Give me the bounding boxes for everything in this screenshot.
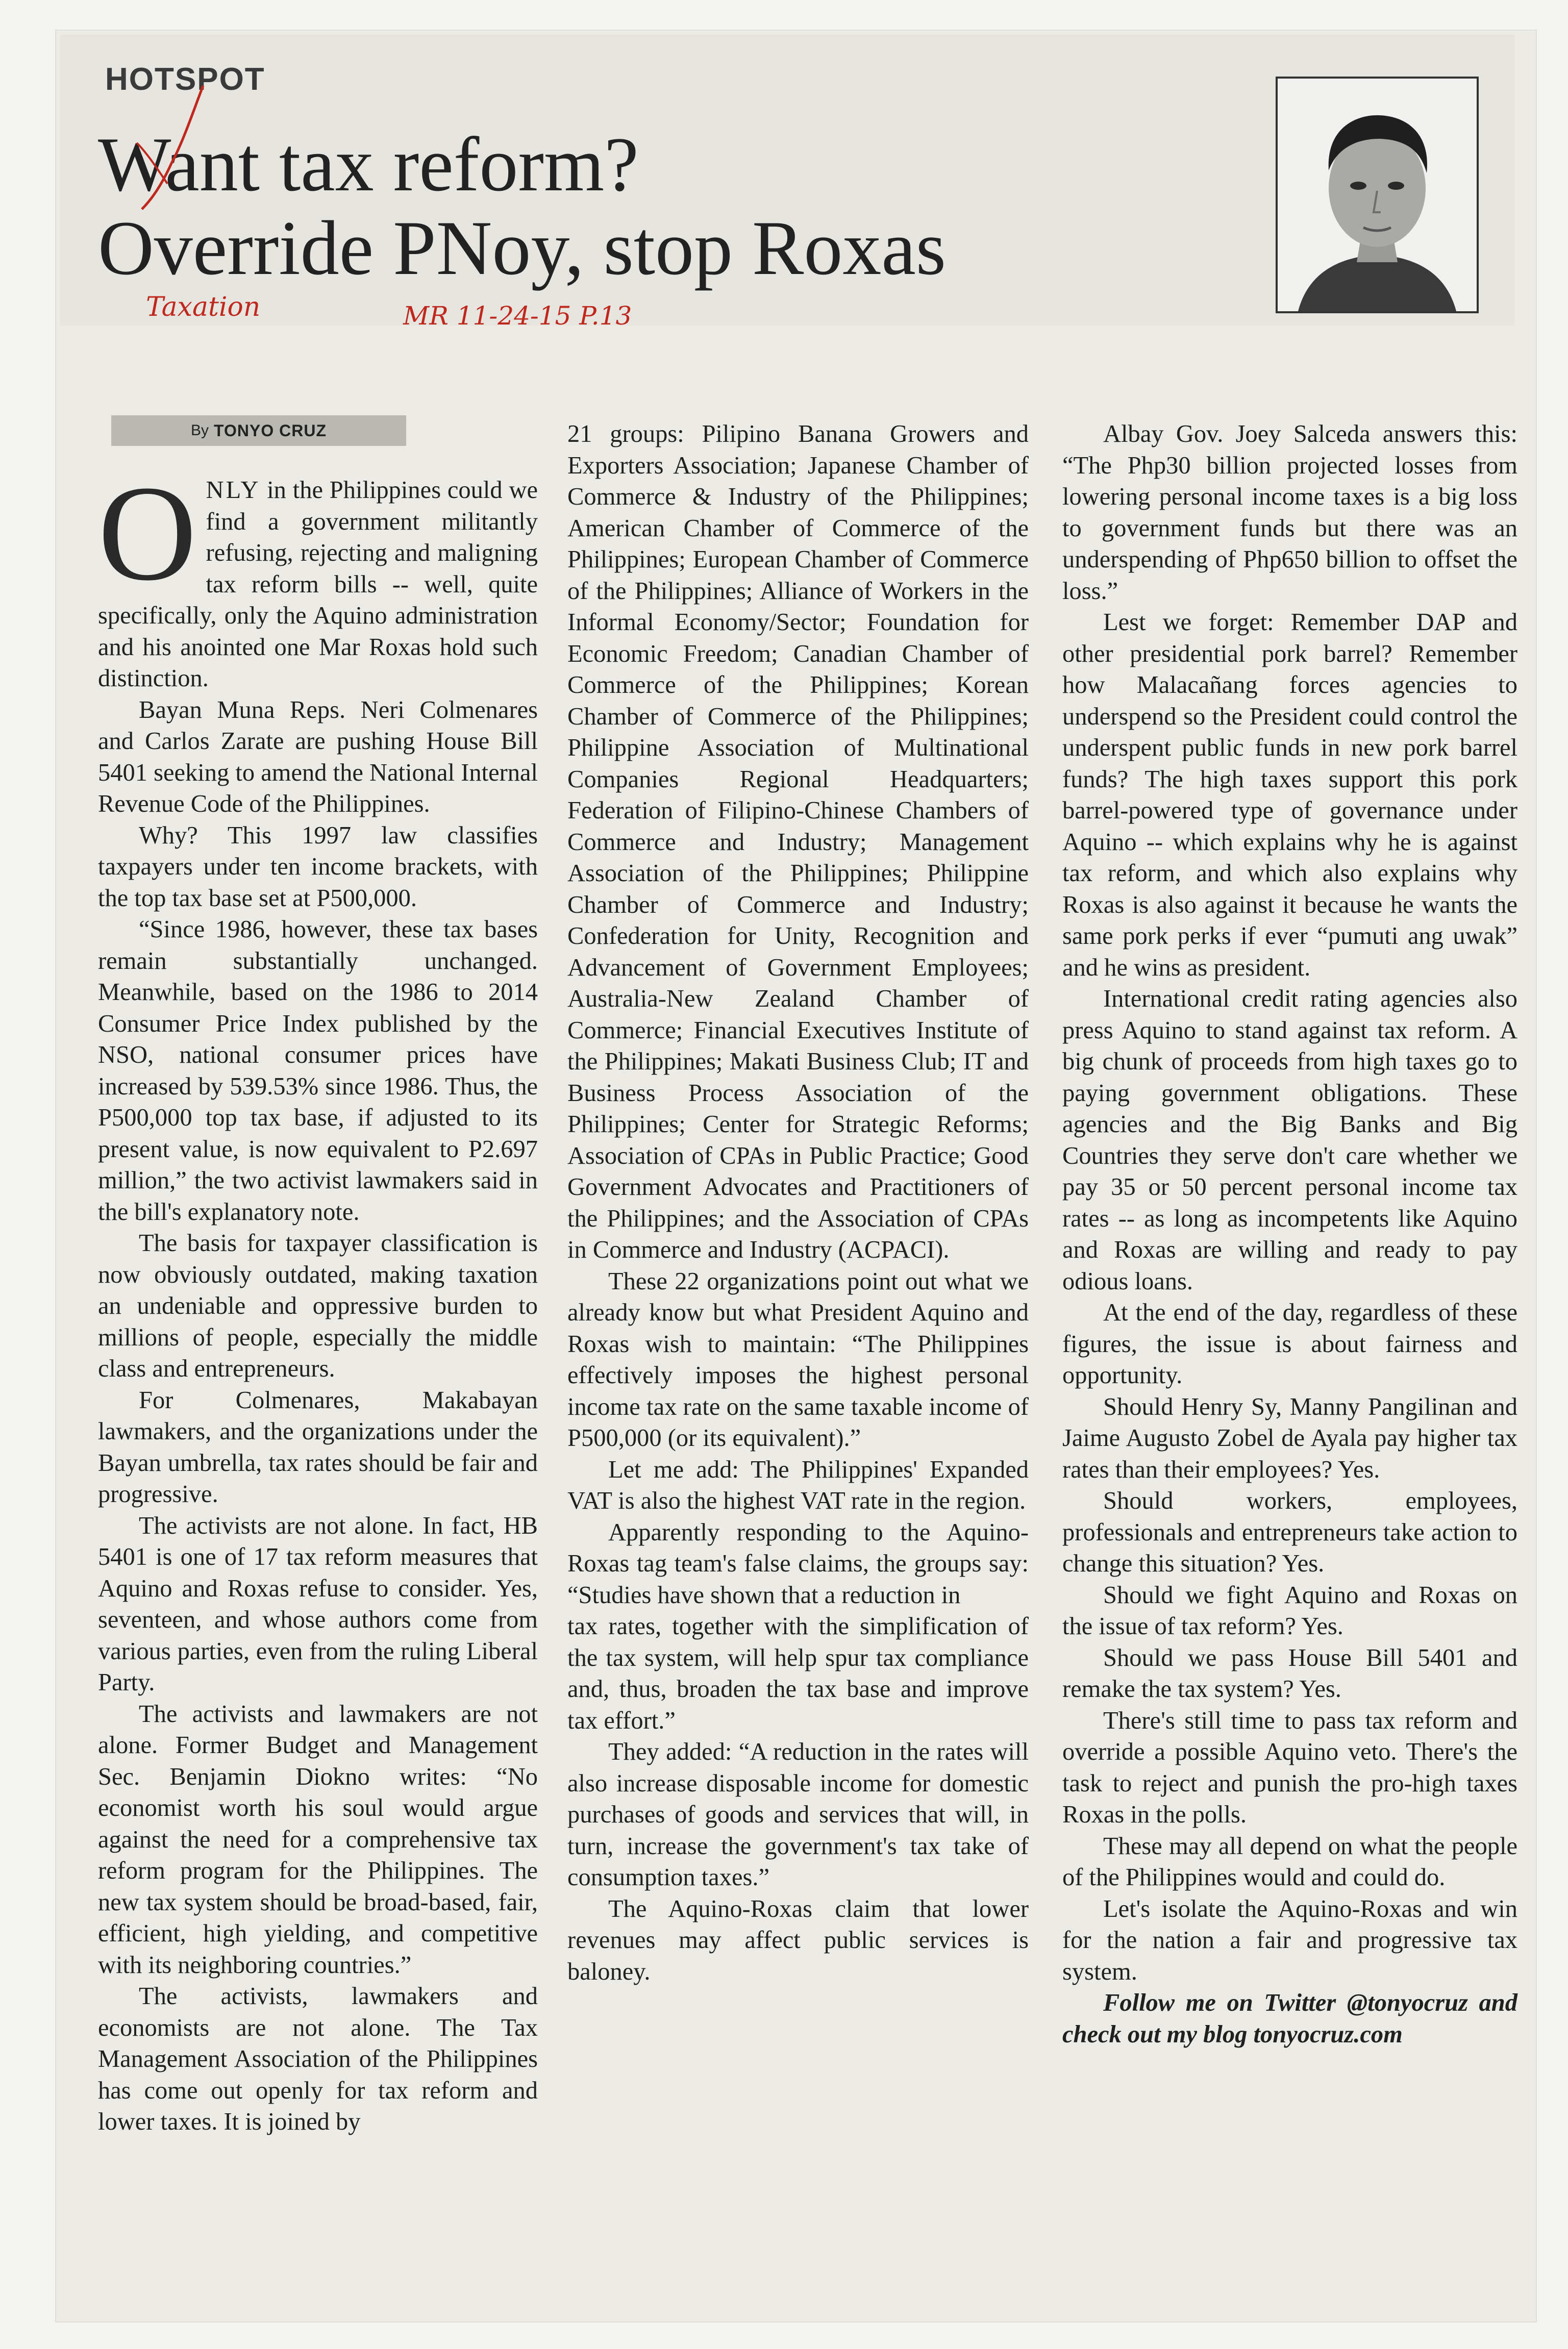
author-credit: Follow me on Twitter @tonyocruz and check out my blog tonyocruz.com — [1062, 1989, 1517, 2048]
paragraph: tax rates, together with the simplification of the tax system, will help spur tax compliance and, thus, broaden the tax base and improve tax effort.” — [567, 1613, 1029, 1734]
lead-text: in the Philippines could we find a government militantly refusing, rejecting and maligning tax reform bills -- well, quite specifically, only the Aquino administration and his anointed one Mar Roxas hold such distinction. — [98, 477, 538, 692]
paragraph-continuation: 21 groups: Pilipino Banana Growers and Exporters Association; Japanese Chamber of Commerce & Industry of the Philippines; American Chamber of Commerce of the Philippines; European Chamber of Commerce of the Philippines; Alliance of Workers in the Informal Economy/Sector; Foundation for Economic Freedom; Canadian Chamber of Commerce of the Philippines; Korean Chamber of Commerce of the Philippines; Philippine Association of Multinational Companies Regional Headquarters; Federation of Filipino-Chinese Chambers of Commerce and Industry; Management Association of the Philippines; Philippine Chamber of Commerce and Industry; Confederation for Unity, Recognition and Advancement of Government Employees; Australia-New Zealand Chamber of Commerce; Financial Executives Institute of the Philippines; Makati Business Club; IT and Business Process Association of the Philippines; Center for Strategic Reforms; Association of CPAs in Public Practice; Good Government Advocates and Practitioners of the Philippines; and the Association of CPAs in Commerce and Industry (ACPACI). — [567, 420, 1029, 1263]
paragraph: Bayan Muna Reps. Neri Colmenares and Carlos Zarate are pushing House Bill 5401 seeking to amend the National Internal Revenue Code of the Philippines. — [98, 696, 538, 817]
author-portrait-icon — [1278, 79, 1477, 311]
paragraph: “Since 1986, however, these tax bases remain substantially unchanged. Meanwhile, based on the 1986 to 2014 Consumer Price Index published by the NSO, national consumer prices have increased by 539.53% since 1986. Thus, the P500,000 top tax base, if adjusted to its present value, is now equivalent to P2.697 million,” the two activist lawmakers said in the bill's explanatory note. — [98, 916, 538, 1226]
article-column-2 — [567, 418, 1029, 1987]
paragraph: At the end of the day, regardless of these figures, the issue is about fairness and opportunity. — [1062, 1299, 1517, 1389]
paragraph: International credit rating agencies also press Aquino to stand against tax reform. A big chunk of proceeds from high taxes go to paying government obligations. These agencies and the Big Banks and Big Countries they serve don't care whether we pay 35 or 50 percent personal income tax rates -- as long as incompetents like Aquino and Roxas are willing and ready to pay odious loans. — [1062, 985, 1517, 1295]
pen-mark-icon — [127, 82, 213, 214]
paragraph: The activists, lawmakers and economists are not alone. The Tax Management Association of the Philippines has come out openly for tax reform and lower taxes. It is joined by — [98, 1983, 538, 2135]
paragraph: The activists and lawmakers are not alone. Former Budget and Management Sec. Benjamin Diokno writes: “No economist worth his soul would argue against the need for a comprehensive tax reform program for the Philippines. The new tax system should be broad-based, fair, efficient, high yielding, and competitive with its neighboring countries.” — [98, 1700, 538, 1979]
paragraph: Should Henry Sy, Manny Pangilinan and Jaime Augusto Zobel de Ayala pay higher tax rates than their employees? Yes. — [1062, 1393, 1517, 1483]
lead-words: NLY — [206, 477, 261, 504]
paragraph: These 22 organizations point out what we already know but what President Aquino and Roxas wish to maintain: “The Philippines effectively imposes the highest personal income tax rate on the same taxable income of P500,000 (or its equivalent).” — [567, 1267, 1029, 1452]
paragraph: The basis for taxpayer classification is now obviously outdated, making taxation an undeniable and oppressive burden to millions of people, especially the middle class and entrepreneurs. — [98, 1230, 538, 1382]
paragraph: These may all depend on what the people of the Philippines would and could do. — [1062, 1832, 1517, 1891]
lead-paragraph — [98, 457, 538, 694]
byline-prefix: By — [191, 422, 209, 439]
dropcap: O — [98, 457, 197, 609]
author-photo — [1276, 77, 1479, 313]
paragraph: The activists are not alone. In fact, HB 5401 is one of 17 tax reform measures that Aquino and Roxas refuse to consider. Yes, seventeen, and whose authors come from various parties, even from the ruling Liberal Party. — [98, 1512, 538, 1696]
paragraph: Lest we forget: Remember DAP and other presidential pork barrel? Remember how Malacañang forces agencies to underspend so the President could control the underspent public funds in new pork barrel funds? The high taxes support this pork barrel-powered type of governance under Aquino -- which explains why he is against tax reform, and which also explains why Roxas is also against it because he wants the same pork perks if ever “pumuti ang uwak” and he wins as president. — [1062, 609, 1517, 981]
paragraph: Should we fight Aquino and Roxas on the issue of tax reform? Yes. — [1062, 1581, 1517, 1640]
article-column-1 — [98, 457, 538, 2138]
paragraph: For Colmenares, Makabayan lawmakers, and the organizations under the Bayan umbrella, tax rates should be fair and progressive. — [98, 1386, 538, 1508]
handwritten-topic-note: Taxation — [146, 292, 261, 322]
paragraph: Apparently responding to the Aquino-Roxas tag team's false claims, the groups say: “Studies have shown that a reduction in — [567, 1518, 1029, 1609]
headline-line-1: Want tax reform? — [98, 121, 639, 207]
article-column-3 — [1062, 418, 1517, 2050]
byline-author: TONYO CRUZ — [214, 421, 327, 440]
handwritten-source-note: MR 11-24-15 P.13 — [403, 301, 632, 331]
paragraph: Should workers, employees, professionals and entrepreneurs take action to change this situation? Yes. — [1062, 1487, 1517, 1577]
headline-line-2: Override PNoy, stop Roxas — [98, 205, 946, 291]
paragraph: There's still time to pass tax reform and override a possible Aquino veto. There's the task to reject and punish the pro-high taxes Roxas in the polls. — [1062, 1707, 1517, 1828]
section-kicker: HOTSPOT — [105, 62, 265, 97]
byline — [111, 415, 406, 446]
paragraph: Let's isolate the Aquino-Roxas and win for the nation a fair and progressive tax system. — [1062, 1895, 1517, 1985]
paragraph: Should we pass House Bill 5401 and remake the tax system? Yes. — [1062, 1644, 1517, 1703]
paragraph: They added: “A reduction in the rates will also increase disposable income for domestic purchases of goods and services that will, in turn, increase the government's tax take of consumption taxes.” — [567, 1738, 1029, 1891]
paragraph: The Aquino-Roxas claim that lower revenues may affect public services is baloney. — [567, 1895, 1029, 1985]
paragraph: Let me add: The Philippines' Expanded VAT is also the highest VAT rate in the region. — [567, 1456, 1029, 1514]
paragraph: Why? This 1997 law classifies taxpayers under ten income brackets, with the top tax base set at P500,000. — [98, 821, 538, 912]
headline — [98, 122, 1272, 290]
paragraph: Albay Gov. Joey Salceda answers this: “The Php30 billion projected losses from lowering personal income taxes is a big loss to government funds but there was an underspending of Php650 billion to offset the loss.” — [1062, 420, 1517, 605]
